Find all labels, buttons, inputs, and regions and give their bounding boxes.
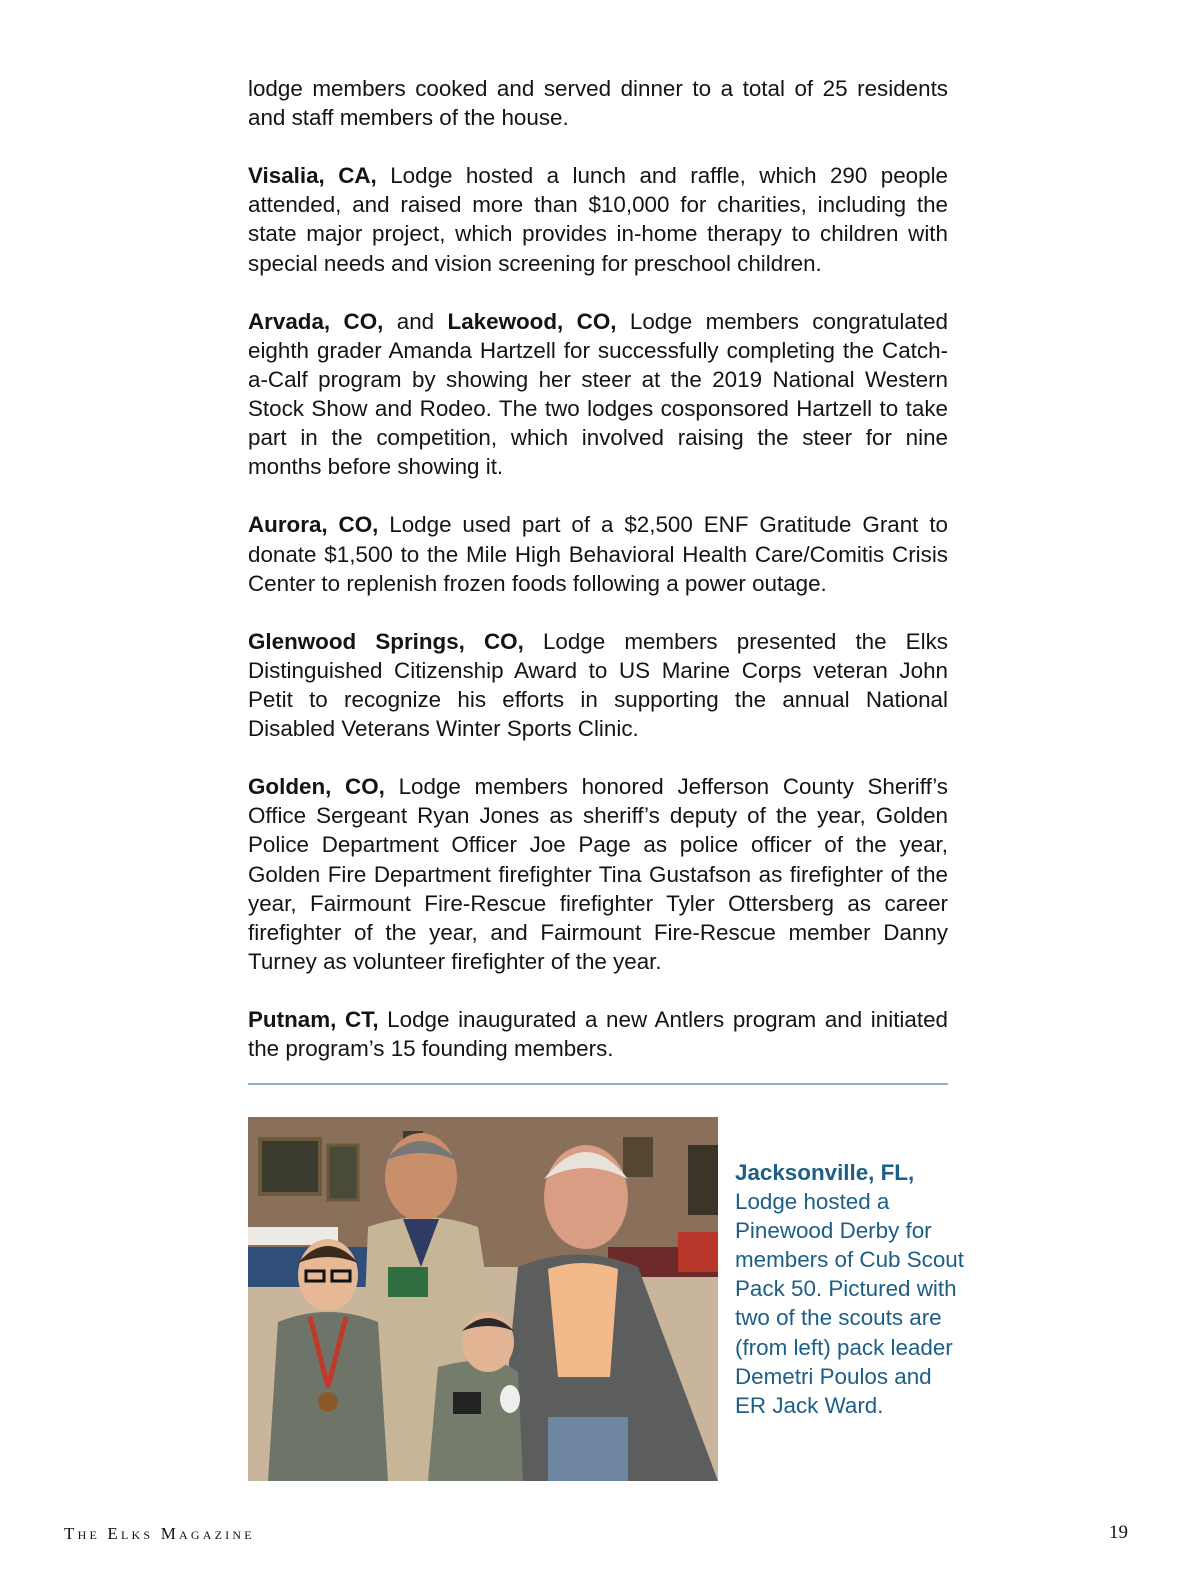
paragraph-intro: lodge members cooked and served dinner to a total of 25 residents and staff members of the house. [248, 76, 948, 131]
page-number: 19 [1109, 1522, 1128, 1543]
paragraph-visalia: Visalia, CA, Lodge hosted a lunch and raffle, which 290 people attended, and raised more than $10,000 for charities, including the state major project, which provides in-home therapy to children with special needs and vision screening for preschool children. [248, 163, 948, 276]
lodge-name: Putnam, CT, [248, 1007, 379, 1032]
lodge-name: Golden, CO, [248, 774, 385, 800]
paragraph-golden: Golden, CO, Lodge members honored Jefferson County Sheriff’s Office Sergeant Ryan Jones as sheriff’s deputy of the year, Golden Police Department Officer Joe Page as police officer of the year, Golden Fire Department firefighter Tina Gustafson as firefighter of the year, Fairmount Fire-Rescue firefighter Tyler Ottersberg as career firefighter of the year, and Fairmount Fire-Rescue member Danny Turney as volunteer firefighter of the year. [248, 774, 948, 974]
lodge-name: Aurora, CO, [248, 512, 379, 538]
scouts-photo-illustration [248, 1117, 718, 1481]
scouts-photo [248, 1117, 718, 1481]
article-body [248, 74, 948, 1092]
photo-caption [735, 1158, 965, 1420]
paragraph-glenwood-springs: Glenwood Springs, CO, Lodge members presented the Elks Distinguished Citizenship Award to US Marine Corps veteran John Petit to recognize his efforts in supporting the annual National Disabled Veterans Winter Sports Clinic. [248, 628, 948, 742]
magazine-name: The Elks Magazine [64, 1524, 255, 1543]
caption-lodge-name: Jacksonville, FL, [735, 1160, 915, 1185]
lodge-name: Arvada, CO, [248, 308, 384, 334]
lodge-name: Lakewood, CO, [447, 308, 617, 334]
paragraph-putnam: Putnam, CT, Lodge inaugurated a new Antlers program and initiated the program’s 15 founding members. [248, 1007, 948, 1062]
paragraph-arvada-lakewood: Arvada, CO, and Lakewood, CO, Lodge members congratulated eighth grader Amanda Hartzell for successfully completing the Catch-a-Calf program by showing her steer at the 2019 National Western Stock Show and Rodeo. The two lodges cosponsored Hartzell to take part in the competition, which involved raising the steer for nine months before showing it. [248, 308, 948, 480]
lodge-name: Glenwood Springs, CO, [248, 628, 524, 654]
caption-text: Lodge hosted a Pinewood Derby for members of Cub Scout Pack 50. Pictured with two of the scouts are (from left) pack leader Demetri Poulos and ER Jack Ward. [735, 1189, 964, 1418]
section-divider [248, 1083, 948, 1085]
paragraph-aurora: Aurora, CO, Lodge used part of a $2,500 ENF Gratitude Grant to donate $1,500 to the Mile High Behavioral Health Care/Comitis Crisis Center to replenish frozen foods following a power outage. [248, 512, 948, 596]
lodge-name: Visalia, CA, [248, 163, 377, 189]
